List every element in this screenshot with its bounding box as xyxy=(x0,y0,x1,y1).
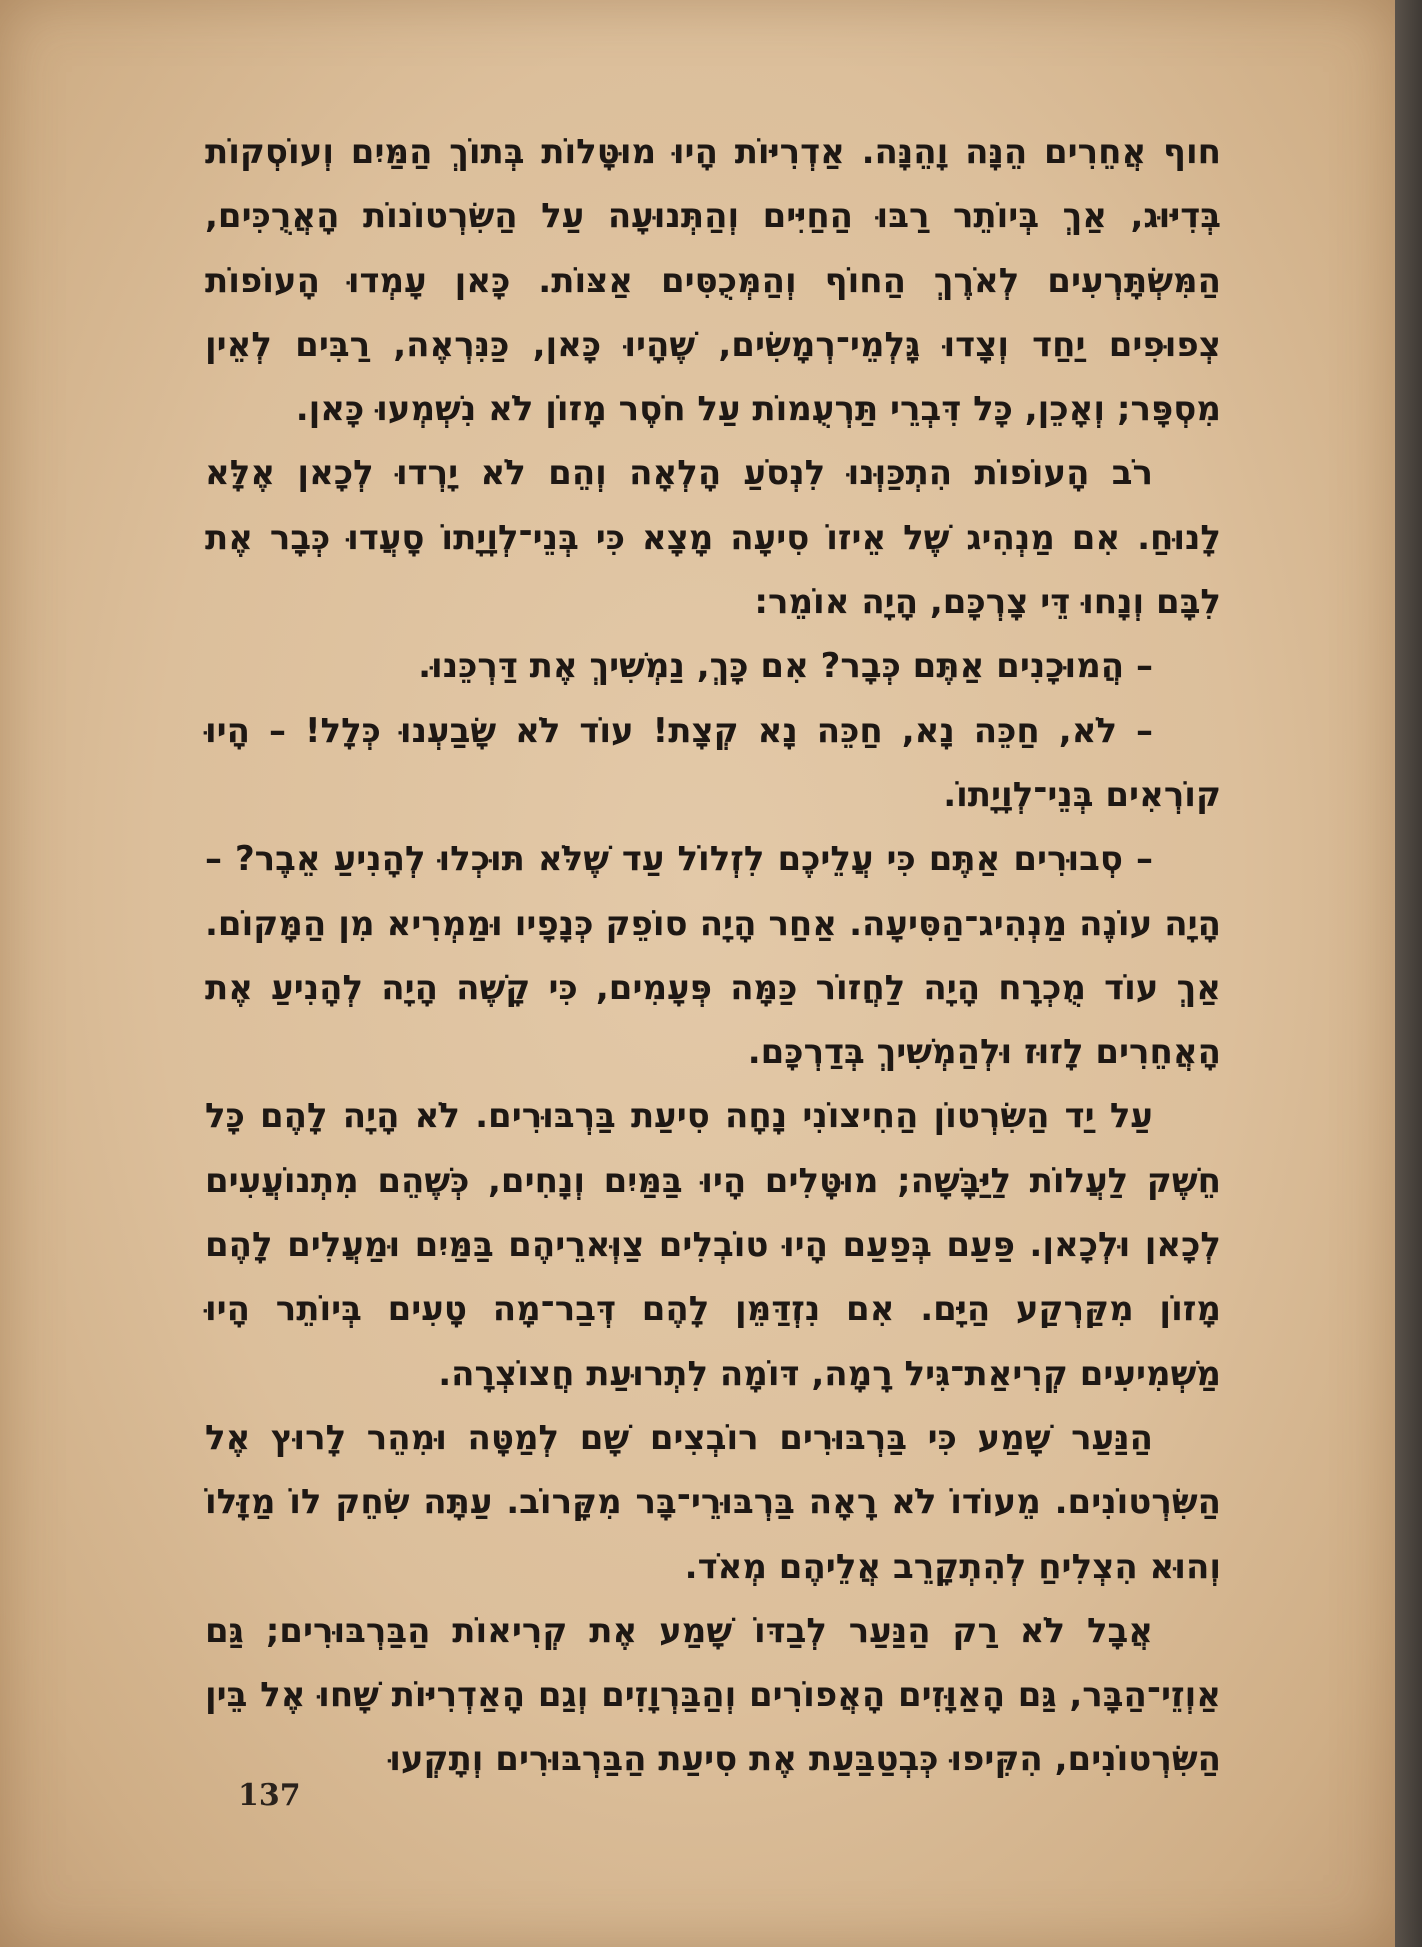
page-edge-shadow xyxy=(1395,0,1422,1947)
paragraph-4: – לֹא, חַכֵּה נָא, חַכֵּה נָא קְצָת! עוֹד לֹא שָׂבַעְנוּ כְּלָל! – הָיוּ קוֹרְאִים בְּנֵי־לְוָיָתוֹ. xyxy=(205,710,1221,815)
paragraph-6: עַל יַד הַשִּׂרְטוֹן הַחִיצוֹנִי נָחָה סִיעַת בַּרְבּוּרִים. לֹא הָיָה לָהֶם כָּל חֵשֶׁק לַעֲלוֹת לַיַּבָּשָׁה; מוּטָּלִים הָיוּ בַּמַּיִם וְנָחִים, כְּשֶׁהֵם מִתְנוֹעֲעִים לְכָאן וּלְכָאן. פַּעַם בְּפַעַם הָיוּ טוֹבְלִים צַוְּארֵיהֶם בַּמַּיִם וּמַעֲלִים לָהֶם מָזוֹן מִקַּרְקַע הַיָּם. אִם נִזְדַּמֵּן לָהֶם דְּבַר־מָה טָעִים בְּיוֹתֵר הָיוּ מַשְׁמִיעִים קְרִיאַת־גִּיל רָמָה, דּוֹמָה לִתְרוּעַת חֲצוֹצְרָה. xyxy=(205,1096,1221,1394)
paragraph-3: – הֲמוּכָנִים אַתֶּם כְּבָר? אִם כָּךְ, נַמְשִׁיךְ אֶת דַּרְכֵּנוּ. xyxy=(418,646,1153,687)
paragraph-8: אֲבָל לֹא רַק הַנַּעַר לְבַדּוֹ שָׁמַע אֶת קְרִיאוֹת הַבַּרְבּוּרִים; גַּם אַוְזֵי־הַבָּר, גַּם הָאַוָּזִים הָאֲפוֹרִים וְהַבַּרְוָזִים וְגַם הָאַדְרִיּוֹת שָׁחוּ אֶל בֵּין הַשִּׂרְטוֹנִים, הִקִּיפוּ כְּבְטַבַּעַת אֶת סִיעַת הַבַּרְבּוּרִים וְתָקְעוּ xyxy=(205,1610,1221,1780)
paragraph-1: חוף אֲחֵרִים הֵנָּה וָהֵנָּה. אַדְרִיּוֹת הָיוּ מוּטָּלוֹת בְּתוֹךְ הַמַּיִם וְעוֹסְקוֹת בְּדִיּוּג, אַךְ בְּיוֹתֵר רַבּוּ הַחַיִּים וְהַתְּנוּעָה עַל הַשִּׂרְטוֹנוֹת הָאֲרֻכִּים, הַמִּשְׂתָּרְעִים לְאֹרֶךְ הַחוֹף וְהַמְּכֻסִּים אַצּוֹת. כָּאן עָמְדוּ הָעוֹפוֹת צְפוּפִים יַחַד וְצָדוּ גָּלְמֵי־רְמָשִׂים, שֶׁהָיוּ כָּאן, כַּנִּרְאֶה, רַבִּים לְאֵין מִסְפָּר; וְאָכֵן, כָּל דִּבְרֵי תַּרְעֻמוֹת עַל חֹסֶר מָזוֹן לֹא נִשְׁמְעוּ כָּאן. xyxy=(205,132,1221,430)
body-text xyxy=(205,120,1221,1792)
paragraph-5: – סְבוּרִים אַתֶּם כִּי עֲלֵיכֶם לִזְלוֹל עַד שֶׁלֹּא תּוּכְלוּ לְהָנִיעַ אֵבֶר? – הָיָה עוֹנֶה מַנְהִיג־הַסִּיעָה. אַחַר הָיָה סוֹפֵק כְּנָפָיו וּמַמְרִיא מִן הַמָּקוֹם. אַךְ עוֹד מֻכְרָח הָיָה לַחֲזוֹר כַּמָּה פְּעָמִים, כִּי קָשֶׁה הָיָה לְהָנִיעַ אֶת הָאֲחֵרִים לָזוּז וּלְהַמְשִׁיךְ בְּדַרְכָּם. xyxy=(205,839,1221,1073)
page-number: 137 xyxy=(238,1778,301,1813)
paragraph-7: הַנַּעַר שָׁמַע כִּי בַּרְבּוּרִים רוֹבְצִים שָׁם לְמַטָּה וּמִהֵר לָרוּץ אֶל הַשִּׂרְטוֹנִים. מֵעוֹדוֹ לֹא רָאָה בַּרְבּוּרֵי־בָּר מִקָּרוֹב. עַתָּה שִׂחֵק לוֹ מַזָּלוֹ וְהוּא הִצְלִיחַ לְהִתְקָרֵב אֲלֵיהֶם מְאֹד. xyxy=(205,1417,1221,1587)
paragraph-2: רֹב הָעוֹפוֹת הִתְכַּוְּנוּ לִנְסֹעַ הָלְאָה וְהֵם לֹא יָרְדוּ לְכָאן אֶלָּא לָנוּחַ. אִם מַנְהִיג שֶׁל אֵיזוֹ סִיעָה מָצָא כִּי בְּנֵי־לְוָיָתוֹ סָעֲדוּ כְּבָר אֶת לִבָּם וְנָחוּ דֵּי צָרְכָּם, הָיָה אוֹמֵר: xyxy=(205,453,1221,623)
